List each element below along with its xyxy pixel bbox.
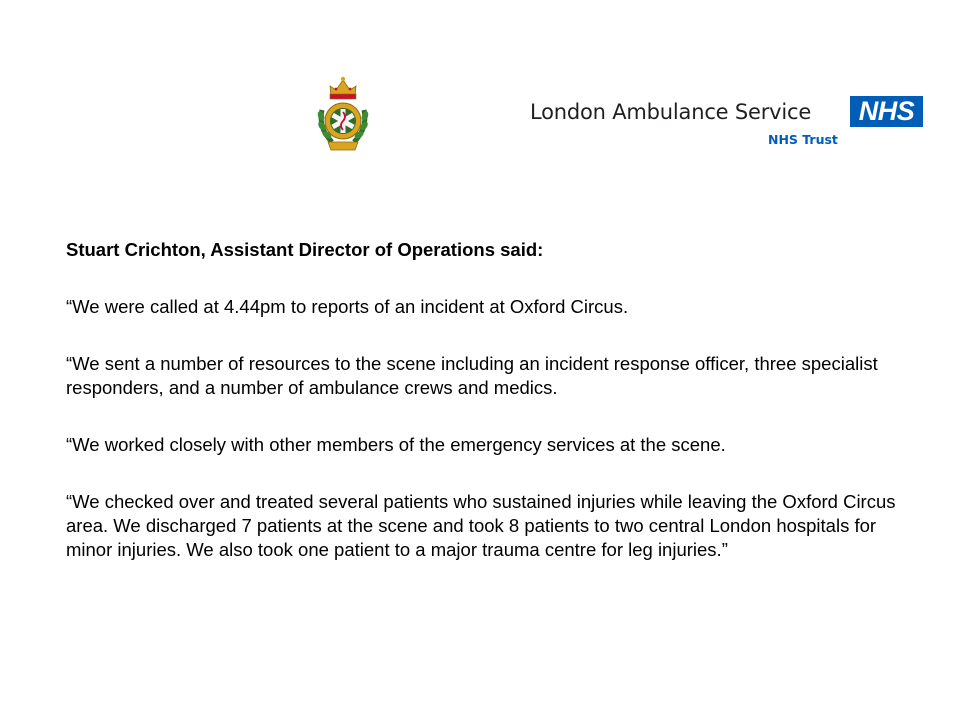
statement-paragraph: “We checked over and treated several patients who sustained injuries while leaving the Oxford Circus area. We discharged 7 patients at the scene and took 8 patients to two central London hospitals for minor injuries. We also took one patient to a major trauma centre for leg injuries.” — [66, 491, 896, 560]
ambulance-service-crest-icon — [310, 72, 376, 154]
org-name: London Ambulance Service — [530, 100, 812, 124]
nhs-badge: NHS — [850, 96, 923, 127]
org-logo — [530, 96, 930, 152]
org-subtitle: NHS Trust — [768, 132, 838, 147]
statement — [66, 238, 896, 595]
speaker-line: Stuart Crichton, Assistant Director of Operations said: — [66, 239, 544, 260]
statement-paragraph: “We were called at 4.44pm to reports of an incident at Oxford Circus. — [66, 296, 629, 317]
statement-paragraph: “We worked closely with other members of the emergency services at the scene. — [66, 434, 726, 455]
statement-paragraph: “We sent a number of resources to the scene including an incident response officer, three specialist responders, and a number of ambulance crews and medics. — [66, 353, 878, 398]
